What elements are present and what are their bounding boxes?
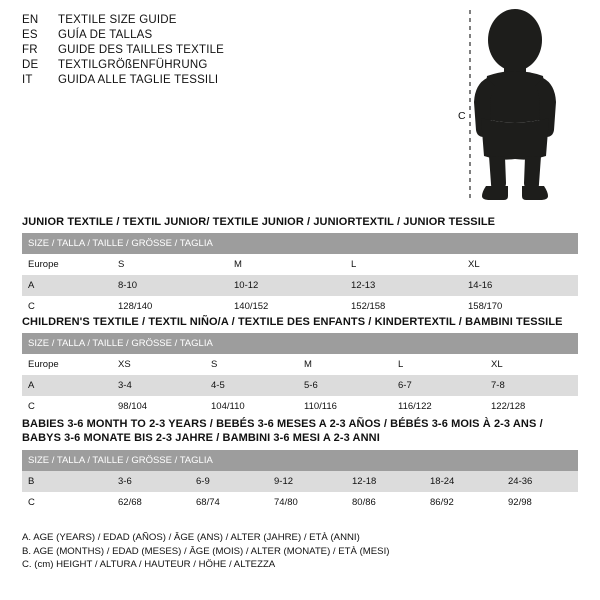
cell-value: 110/116 [298, 396, 392, 417]
cell-value: XL [485, 354, 578, 375]
header-row-fr [22, 44, 422, 56]
header-language-block [22, 14, 422, 89]
table-row [22, 275, 578, 296]
cell-value: 74/80 [268, 492, 346, 513]
table-row [22, 296, 578, 317]
section-title-babies-line2: BABYS 3-6 MONATE BIS 2-3 JAHRE / BAMBINI 3-6 MESI A 2-3 ANNI [22, 432, 380, 444]
cell-value: 7-8 [485, 375, 578, 396]
cell-value: 9-12 [268, 471, 346, 492]
cell-value: 86/92 [424, 492, 502, 513]
cell-value: 6-9 [190, 471, 268, 492]
footnotes-block [22, 531, 578, 572]
row-label: A [22, 375, 112, 396]
table-row [22, 492, 578, 513]
cell-value: 6-7 [392, 375, 485, 396]
header-row-it [22, 74, 422, 86]
cell-value: M [298, 354, 392, 375]
footnote-a: A. AGE (YEARS) / EDAD (AÑOS) / ÂGE (ANS) / ALTER (JAHRE) / ETÀ (ANNI) [22, 532, 360, 543]
header-title-en: TEXTILE SIZE GUIDE [58, 14, 177, 26]
cell-value: 92/98 [502, 492, 578, 513]
language-code-en: EN [22, 14, 39, 26]
row-label: C [22, 396, 112, 417]
row-label: B [22, 471, 112, 492]
measurement-label-c: C [458, 110, 466, 122]
cell-value: 14-16 [462, 275, 578, 296]
cell-value: 10-12 [228, 275, 345, 296]
section-title-junior: JUNIOR TEXTILE / TEXTIL JUNIOR/ TEXTILE JUNIOR / JUNIORTEXTIL / JUNIOR TESSILE [22, 216, 496, 228]
section-title-babies [22, 417, 578, 445]
cell-value: 128/140 [112, 296, 228, 317]
table-junior-sizes [22, 233, 578, 317]
header-row-en [22, 14, 422, 26]
header-title-it: GUIDA ALLE TAGLIE TESSILI [58, 74, 219, 86]
section-babies-textile [22, 417, 578, 513]
language-code-es: ES [22, 29, 38, 41]
row-label: Europe [22, 254, 112, 275]
cell-value: 8-10 [112, 275, 228, 296]
cell-value: 5-6 [298, 375, 392, 396]
language-code-fr: FR [22, 44, 38, 56]
cell-value: S [112, 254, 228, 275]
column-header-size: SIZE / TALLA / TAILLE / GRÖSSE / TAGLIA [22, 333, 578, 354]
language-code-de: DE [22, 59, 39, 71]
column-header-size: SIZE / TALLA / TAILLE / GRÖSSE / TAGLIA [22, 233, 578, 254]
cell-value: 62/68 [112, 492, 190, 513]
toddler-silhouette-icon [440, 6, 590, 206]
section-junior-textile [22, 216, 578, 317]
cell-value: 3-6 [112, 471, 190, 492]
table-row-header [22, 450, 578, 471]
cell-value: L [392, 354, 485, 375]
cell-value: 80/86 [346, 492, 424, 513]
cell-value: 68/74 [190, 492, 268, 513]
language-code-it: IT [22, 74, 33, 86]
table-row-header [22, 233, 578, 254]
cell-value: 116/122 [392, 396, 485, 417]
table-row [22, 354, 578, 375]
cell-value: 18-24 [424, 471, 502, 492]
row-label: C [22, 492, 112, 513]
section-title-babies-line1: BABIES 3-6 MONTH TO 2-3 YEARS / BEBÉS 3-6 MESES A 2-3 AÑOS / BÉBÉS 3-6 MOIS À 2-3 ANS / [22, 418, 543, 430]
footnote-b: B. AGE (MONTHS) / EDAD (MESES) / ÂGE (MOIS) / ALTER (MONATE) / ETÀ (MESI) [22, 545, 390, 557]
table-row [22, 471, 578, 492]
table-row [22, 254, 578, 275]
cell-value: 140/152 [228, 296, 345, 317]
table-babies-sizes [22, 450, 578, 513]
header-title-de: TEXTILGRÖßENFÜHRUNG [58, 59, 208, 71]
header-title-es: GUÍA DE TALLAS [58, 29, 153, 41]
table-row [22, 375, 578, 396]
cell-value: XS [112, 354, 205, 375]
cell-value: L [345, 254, 462, 275]
cell-value: 98/104 [112, 396, 205, 417]
cell-value: 24-36 [502, 471, 578, 492]
header-row-es [22, 29, 422, 41]
cell-value: 152/158 [345, 296, 462, 317]
footnote-c: C. (cm) HEIGHT / ALTURA / HAUTEUR / HÖHE / ALTEZZA [22, 559, 276, 571]
column-header-size: SIZE / TALLA / TAILLE / GRÖSSE / TAGLIA [22, 450, 578, 471]
table-row [22, 396, 578, 417]
cell-value: M [228, 254, 345, 275]
row-label: Europe [22, 354, 112, 375]
cell-value: 12-13 [345, 275, 462, 296]
table-children-sizes [22, 333, 578, 417]
cell-value: 104/110 [205, 396, 298, 417]
section-title-children: CHILDREN'S TEXTILE / TEXTIL NIÑO/A / TEXTILE DES ENFANTS / KINDERTEXTIL / BAMBINI TESSILE [22, 316, 563, 328]
header-row-de [22, 59, 422, 71]
cell-value: 3-4 [112, 375, 205, 396]
header-title-fr: GUIDE DES TAILLES TEXTILE [58, 44, 225, 56]
row-label: A [22, 275, 112, 296]
cell-value: S [205, 354, 298, 375]
figure-toddler-measurement [440, 6, 590, 201]
table-row-header [22, 333, 578, 354]
cell-value: 12-18 [346, 471, 424, 492]
cell-value: XL [462, 254, 578, 275]
cell-value: 158/170 [462, 296, 578, 317]
cell-value: 122/128 [485, 396, 578, 417]
cell-value: 4-5 [205, 375, 298, 396]
row-label: C [22, 296, 112, 317]
section-children-textile [22, 316, 578, 417]
